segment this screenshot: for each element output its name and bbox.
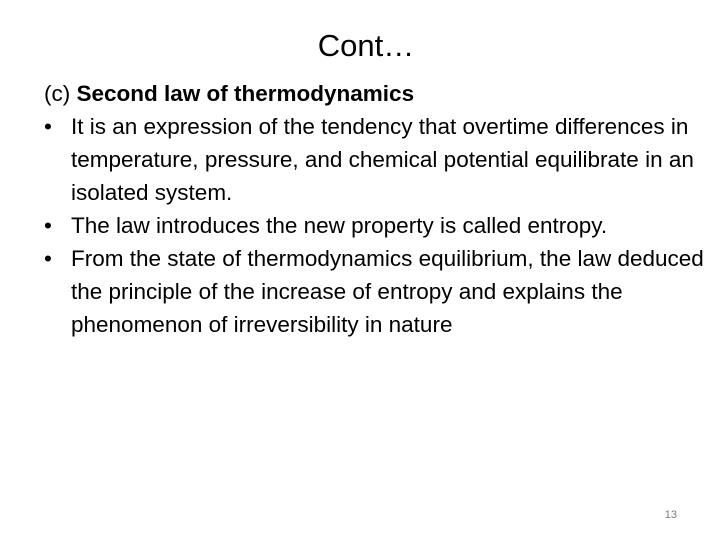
- bullet-text: It is an expression of the tendency that overtime differences in temperature, pressure, and chemical potential equilibrate in an isolated system.: [71, 114, 694, 205]
- bullet-icon: •: [44, 114, 52, 139]
- bullet-icon: •: [44, 213, 52, 238]
- bullet-icon: •: [44, 246, 52, 271]
- bullet-text: From the state of thermodynamics equilibrium, the law deduced the principle of the increase of entropy and explains the phenomenon of irreversibility in nature: [71, 246, 704, 337]
- page-number: 13: [664, 509, 677, 521]
- section-heading-text: Second law of thermodynamics: [76, 81, 415, 106]
- bullet-list: [44, 110, 704, 341]
- bullet-item: [44, 110, 704, 209]
- bullet-text: The law introduces the new property is called entropy.: [71, 213, 608, 238]
- slide-title: Cont…: [317, 28, 415, 63]
- section-heading: [44, 77, 704, 110]
- slide-body: [44, 77, 704, 341]
- section-prefix: (c): [44, 81, 77, 106]
- bullet-item: [44, 242, 704, 341]
- bullet-item: [44, 209, 704, 242]
